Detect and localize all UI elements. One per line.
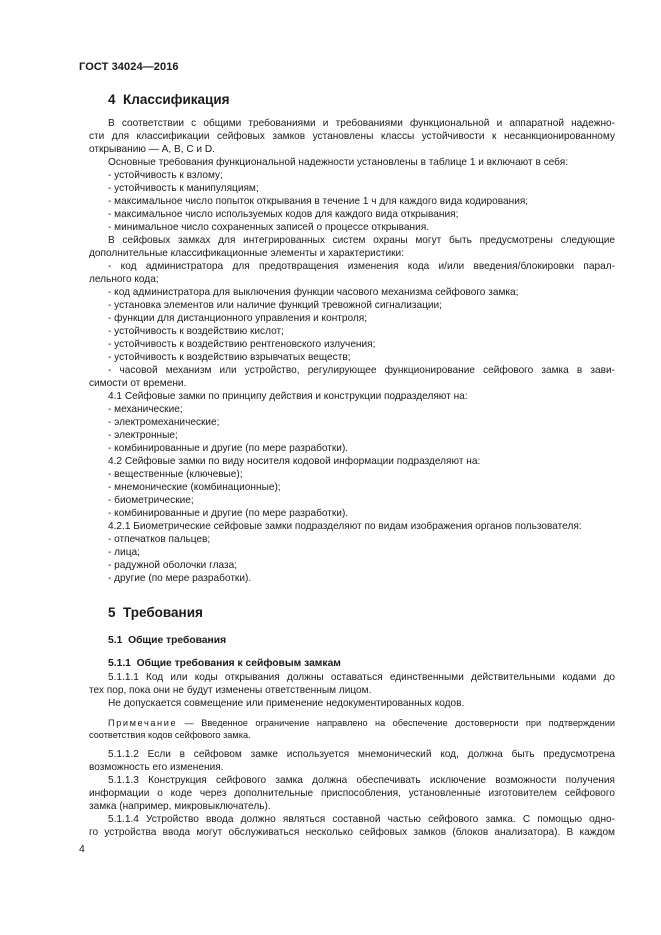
section-title: Классификация [123,92,230,107]
clause-5-1-1-1: 5.1.1.1 Код или коды открывания должны оставаться единственными действительными кодами до [108,672,615,683]
page-number: 4 [79,843,85,855]
list-item: - отпечатков пальцев; [108,534,211,545]
subsection-title: Общие требования к сейфовым замкам [136,658,341,669]
list-item: - устойчивость к воздействию рентгеновского излучения; [108,339,376,350]
clause-4-2: 4.2 Сейфовые замки по виду носителя кодовой информации подразделяют на: [108,456,481,467]
section-5-heading [108,605,203,620]
list-item: - установка элементов или наличие функций тревожной сигнализации; [108,300,442,311]
text-line: возможность его изменения. [89,762,224,773]
subsection-title: Общие требования [128,635,227,646]
list-item: - комбинированные и другие (по мере разработки). [108,508,349,519]
clause-5-1-1-3: 5.1.1.3 Конструкция сейфового замка должна обеспечивать исключение возможности получения [108,775,615,786]
list-item: - код администратора для выключения функции часового механизма сейфового замка; [108,287,519,298]
list-item: - другие (по мере разработки). [108,573,252,584]
text-line: дополнительные классификационные элементы и характеристики: [89,248,404,259]
list-item: - минимальное число сохраненных записей о процессе открывания. [108,222,430,233]
list-item: - мнемонические (комбинационные); [108,482,281,493]
clause-4-1: 4.1 Сейфовые замки по принципу действия и конструкции подразделяют на: [108,391,468,402]
list-item: - функции для дистанционного управления и контроля; [108,313,368,324]
list-item: - код администратора для предотвращения изменения кода и/или введения/блокировки парал- [108,261,615,272]
text-line: го устройства ввода могут обслуживаться несколько сейфовых замков (блоков анализатора). В каждом [89,827,615,838]
subsection-number: 5.1 [108,635,123,646]
section-number: 5 [108,605,116,620]
list-item: - максимальное число попыток открывания в течение 1 ч для каждого вида кодирования; [108,196,529,207]
list-item: - электронные; [108,430,178,441]
list-item: - устойчивость к воздействию кислот; [108,326,284,337]
clause-5-1-1-2: 5.1.1.2 Если в сейфовом замке используется мнемонический код, должна быть предусмотрена [108,749,615,760]
list-item: - часовой механизм или устройство, регулирующее функционирование сейфового замка в зави- [108,365,615,376]
text-line: открыванию — А, В, С и D. [89,144,215,155]
text-line: лельного кода; [89,274,159,285]
clause-5-1-1-4: 5.1.1.4 Устройство ввода должно являться составной частью сейфового замка. С помощью одно- [108,814,615,825]
note-text: — Введенное ограничение направлено на обеспечение достоверности при подтверждении [177,718,615,728]
list-item: - вещественные (ключевые); [108,469,243,480]
clause-4-2-1: 4.2.1 Биометрические сейфовые замки подразделяют по видам изображения органов пользователя: [108,521,582,532]
section-number: 4 [108,92,116,107]
list-item: - устойчивость к воздействию взрывчатых веществ; [108,352,351,363]
list-item: - устойчивость к манипуляциям; [108,183,259,194]
list-item: - механические; [108,404,183,415]
list-item: - биометрические; [108,495,194,506]
text-line: В соответствии с общими требованиями и требованиями функциональной и аппаратной надежно- [108,118,615,129]
section-4-heading [108,92,230,107]
text-line: В сейфовых замках для интегрированных систем охраны могут быть предусмотрены следующие [108,235,615,246]
note-line: соответствия кодов сейфового замка. [89,730,251,740]
list-item: - лица; [108,547,140,558]
subsection-5-1-1-heading [108,658,341,669]
note-line [108,717,615,729]
text-line: замка (например, микровыключатель). [89,801,271,812]
text-line: симости от времени. [89,378,187,389]
note-label: Примечание [108,718,178,728]
text-line: Не допускается совмещение или применение недокументированных кодов. [108,698,465,709]
text-line: тех пор, пока они не будут изменены ответственным лицом. [89,685,372,696]
text-line: информации о коде через дополнительные приспособления, установленные изготовителем сейфового [89,788,615,799]
list-item: - максимальное число используемых кодов для каждого вида открывания; [108,209,459,220]
list-item: - устойчивость к взлому; [108,170,223,181]
text-line: Основные требования функциональной надежности установлены в таблице 1 и включают в себя: [108,157,569,168]
section-title: Требования [123,605,203,620]
text-line: сти для классификации сейфовых замков установлены классы устойчивости к несанкционированному [89,131,615,142]
list-item: - радужной оболочки глаза; [108,560,238,571]
subsection-number: 5.1.1 [108,658,131,669]
document-header: ГОСТ 34024—2016 [79,61,179,73]
list-item: - электромеханические; [108,417,220,428]
list-item: - комбинированные и другие (по мере разработки). [108,443,349,454]
subsection-5-1-heading [108,635,226,646]
